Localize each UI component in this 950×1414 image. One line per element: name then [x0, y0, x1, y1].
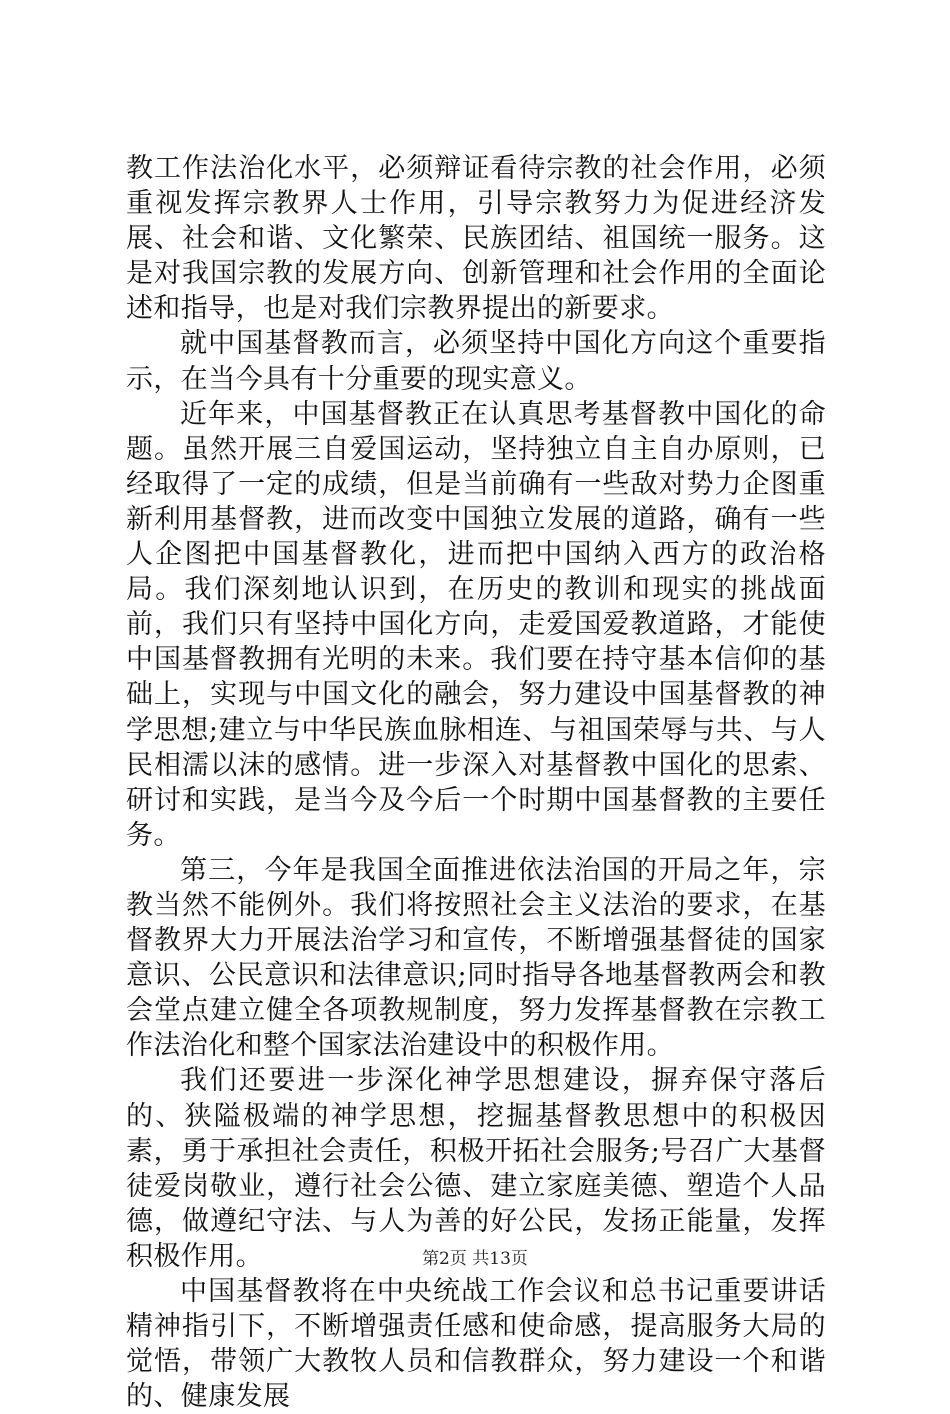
document-body — [126, 151, 826, 1414]
paragraph-4: 第三，今年是我国全面推进依法治国的开局之年，宗教当然不能例外。我们将按照社会主义法治的要求，在基督教界大力开展法治学习和宣传，不断增强基督徒的国家意识、公民意识和法律意识;同时指导各地基督教两会和教会堂点建立健全各项教规制度，努力发挥基督教在宗教工作法治化和整个国家法治建设中的积极作用。 — [126, 854, 826, 1062]
paragraph-1: 教工作法治化水平，必须辩证看待宗教的社会作用，必须重视发挥宗教界人士作用，引导宗教努力为促进经济发展、社会和谐、文化繁荣、民族团结、祖国统一服务。这是对我国宗教的发展方向、创新管理和社会作用的全面论述和指导，也是对我们宗教界提出的新要求。 — [126, 153, 826, 325]
page-number-footer: 第2页 共13页 — [422, 1249, 528, 1269]
paragraph-5: 我们还要进一步深化神学思想建设，摒弃保守落后的、狭隘极端的神学思想，挖掘基督教思想中的积极因素，勇于承担社会责任，积极开拓社会服务;号召广大基督徒爱岗敬业，遵行社会公德、建立家庭美德、塑造个人品德，做遵纪守法、与人为善的好公民，发扬正能量，发挥积极作用。 — [126, 1065, 826, 1272]
paragraph-3: 近年来，中国基督教正在认真思考基督教中国化的命题。虽然开展三自爱国运动，坚持独立自主自办原则，已经取得了一定的成绩，但是当前确有一些敌对势力企图重新利用基督教，进而改变中国独立发展的道路，确有一些人企图把中国基督教化，进而把中国纳入西方的政治格局。我们深刻地认识到，在历史的教训和现实的挑战面前，我们只有坚持中国化方向，走爱国爱教道路，才能使中国基督教拥有光明的未来。我们要在持守基本信仰的基础上，实现与中国文化的融会，努力建设中国基督教的神学思想;建立与中华民族血脉相连、与祖国荣辱与共、与人民相濡以沫的感情。进一步深入对基督教中国化的思索、研讨和实践，是当今及今后一个时期中国基督教的主要任务。 — [126, 398, 826, 851]
paragraph-2: 就中国基督教而言，必须坚持中国化方向这个重要指示，在当今具有十分重要的现实意义。 — [126, 328, 826, 395]
paragraph-6: 中国基督教将在中央统战工作会议和总书记重要讲话精神指引下，不断增强责任感和使命感，提高服务大局的觉悟，带领广大教牧人员和信教群众，努力建设一个和谐的、健康发展 — [126, 1276, 826, 1413]
